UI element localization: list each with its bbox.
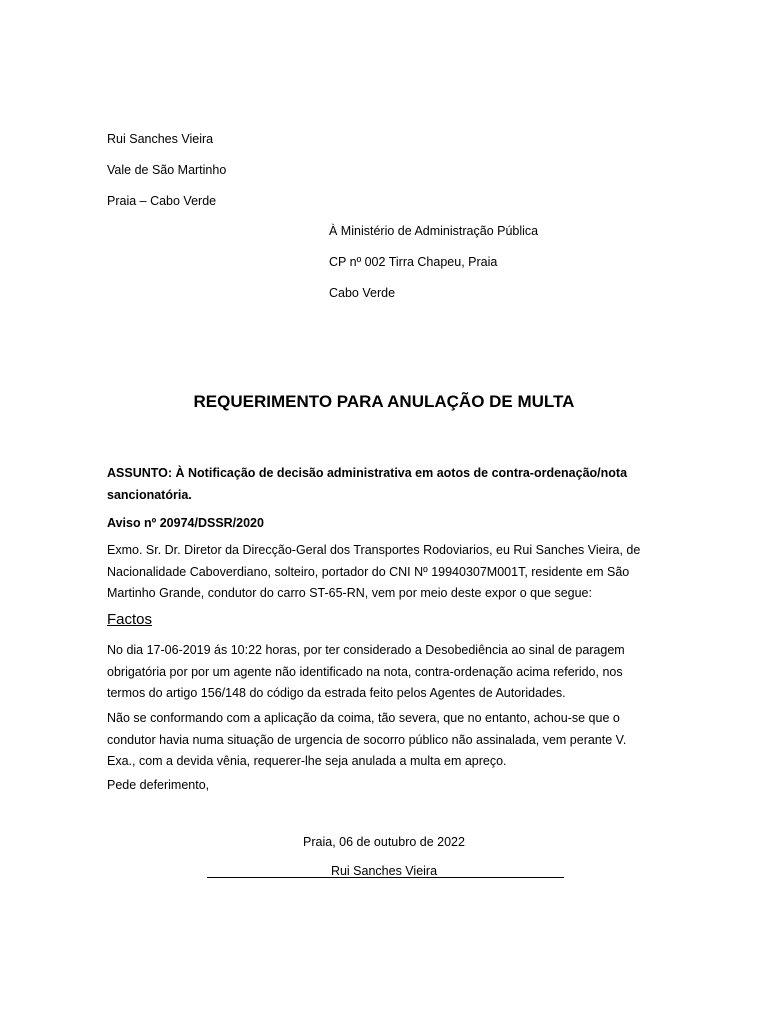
sender-address-line2: Praia – Cabo Verde [107, 194, 217, 208]
fact2-line: condutor havia numa situação de urgencia de socorro público não assinalada, vem perante V. [107, 732, 627, 747]
fact2-line: Não se conformando com a aplicação da coima, tão severa, que no entanto, achou-se que o [107, 711, 620, 725]
fact-paragraph-1 [107, 640, 637, 705]
intro-line: Exmo. Sr. Dr. Diretor da Direcção-Geral dos Transportes Rodoviarios, eu Rui Sanches Vieira, de [107, 543, 641, 557]
fact-paragraph-2 [107, 708, 637, 773]
fact1-line: termos do artigo 156/148 do código da estrada feito pelos Agentes de Autoridades. [107, 686, 566, 700]
fact1-line: obrigatória por por um agente não identificado na nota, contra-ordenação acima referido, nos [107, 664, 623, 679]
recipient-line1: À Ministério de Administração Pública [329, 224, 539, 238]
fact2-line: Exa., com a devida vênia, requerer-lhe seja anulada a multa em apreço. [107, 754, 507, 768]
intro-line: Nacionalidade Caboverdiano, solteiro, portador do CNI Nº 19940307M001T, residente em São [107, 564, 630, 579]
fact1-line: No dia 17-06-2019 ás 10:22 horas, por ter considerado a Desobediência ao sinal de paragem [107, 643, 625, 657]
subject-line: sancionatória. [107, 487, 192, 502]
subject-line: ASSUNTO: À Notificação de decisão administrativa em aotos de contra-ordenação/nota [107, 466, 628, 480]
recipient-line2: CP nº 002 Tirra Chapeu, Praia [329, 255, 498, 269]
sender-name: Rui Sanches Vieira [107, 132, 214, 146]
intro-line: Martinho Grande, condutor do carro ST-65-RN, vem por meio deste expor o que segue: [107, 586, 592, 600]
aviso-reference: Aviso nº 20974/DSSR/2020 [107, 516, 264, 530]
sender-address-line1: Vale de São Martinho [107, 163, 227, 177]
place-date: Praia, 06 de outubro de 2022 [303, 835, 465, 849]
facts-heading: Factos [107, 611, 153, 628]
intro-paragraph [107, 540, 641, 605]
recipient-line3: Cabo Verde [329, 286, 396, 300]
document-title: REQUERIMENTO PARA ANULAÇÃO DE MULTA [193, 392, 575, 411]
subject-paragraph [107, 463, 637, 506]
signature-name: Rui Sanches Vieira [330, 864, 438, 878]
closing-text: Pede deferimento, [107, 778, 210, 792]
